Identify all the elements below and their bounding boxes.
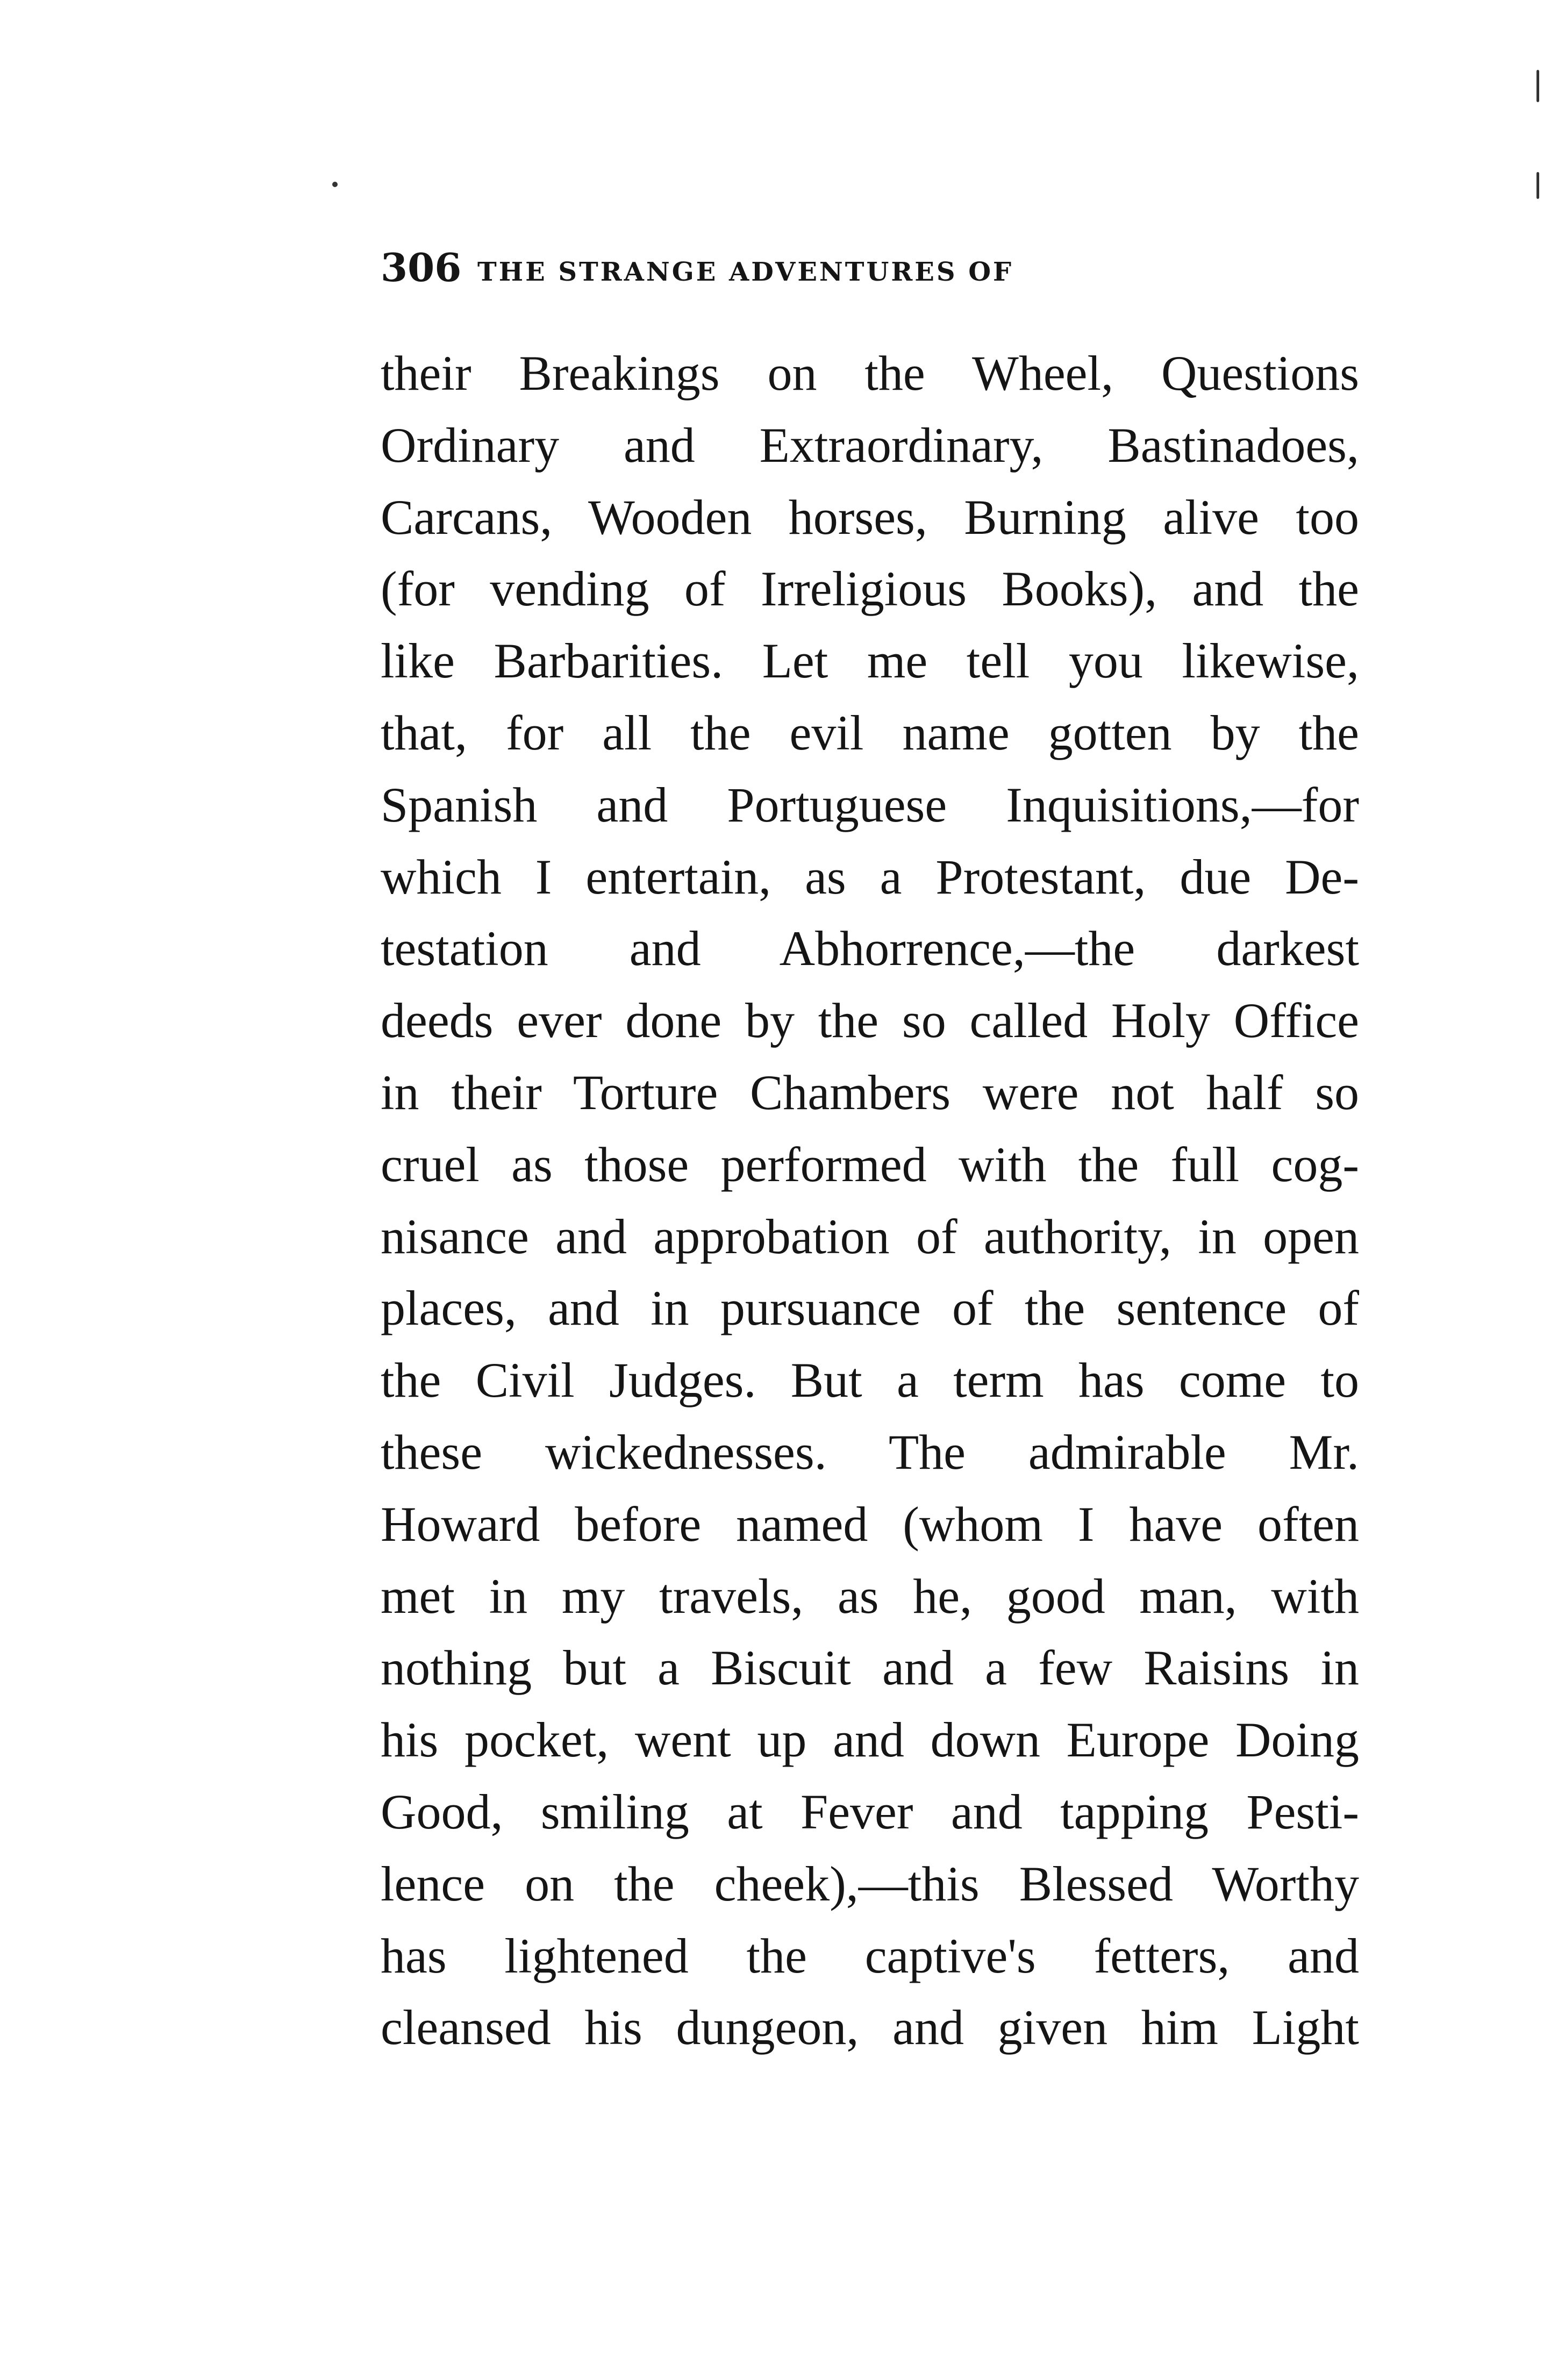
text-line: like Barbarities. Let me tell you likewise, [381, 633, 1359, 689]
text-line: Spanish and Portuguese Inquisitions,—for [381, 777, 1359, 832]
text-line: places, and in pursuance of the sentence of [381, 1281, 1359, 1336]
paper-speck [1536, 172, 1539, 199]
text-line: Good, smiling at Fever and tapping Pesti- [381, 1784, 1359, 1839]
text-line: Carcans, Wooden horses, Burning alive too [381, 489, 1359, 545]
text-line: that, for all the evil name gotten by the [381, 705, 1359, 760]
text-line: which I entertain, as a Protestant, due De- [381, 849, 1359, 904]
paper-speck [1536, 70, 1539, 102]
text-line: cruel as those performed with the full cog- [381, 1137, 1359, 1192]
text-line: lence on the cheek),—this Blessed Worthy [381, 1856, 1359, 1911]
paper-speck [332, 182, 338, 187]
running-head [381, 241, 1359, 295]
text-line: nothing but a Biscuit and a few Raisins in [381, 1640, 1359, 1696]
text-line: testation and Abhorrence,—the darkest [381, 921, 1359, 976]
text-line: deeds ever done by the so called Holy Office [381, 993, 1359, 1048]
body-text [381, 338, 1359, 2064]
text-line: (for vending of Irreligious Books), and the [381, 561, 1359, 617]
text-line: cleansed his dungeon, and given him Light [381, 2000, 1359, 2055]
running-title: THE STRANGE ADVENTURES OF [477, 257, 1014, 287]
text-line: Howard before named (whom I have often [381, 1496, 1359, 1552]
text-line: his pocket, went up and down Europe Doing [381, 1712, 1359, 1768]
text-line: has lightened the captive's fetters, and [381, 1928, 1359, 1983]
text-line: their Breakings on the Wheel, Questions [381, 346, 1359, 401]
page-number: 306 [381, 245, 462, 290]
text-line: Ordinary and Extraordinary, Bastinadoes, [381, 417, 1359, 473]
text-line: these wickednesses. The admirable Mr. [381, 1424, 1359, 1480]
text-line: the Civil Judges. But a term has come to [381, 1353, 1359, 1408]
text-line: in their Torture Chambers were not half so [381, 1064, 1359, 1120]
text-line: nisance and approbation of authority, in open [381, 1209, 1359, 1264]
text-line: met in my travels, as he, good man, with [381, 1568, 1359, 1624]
